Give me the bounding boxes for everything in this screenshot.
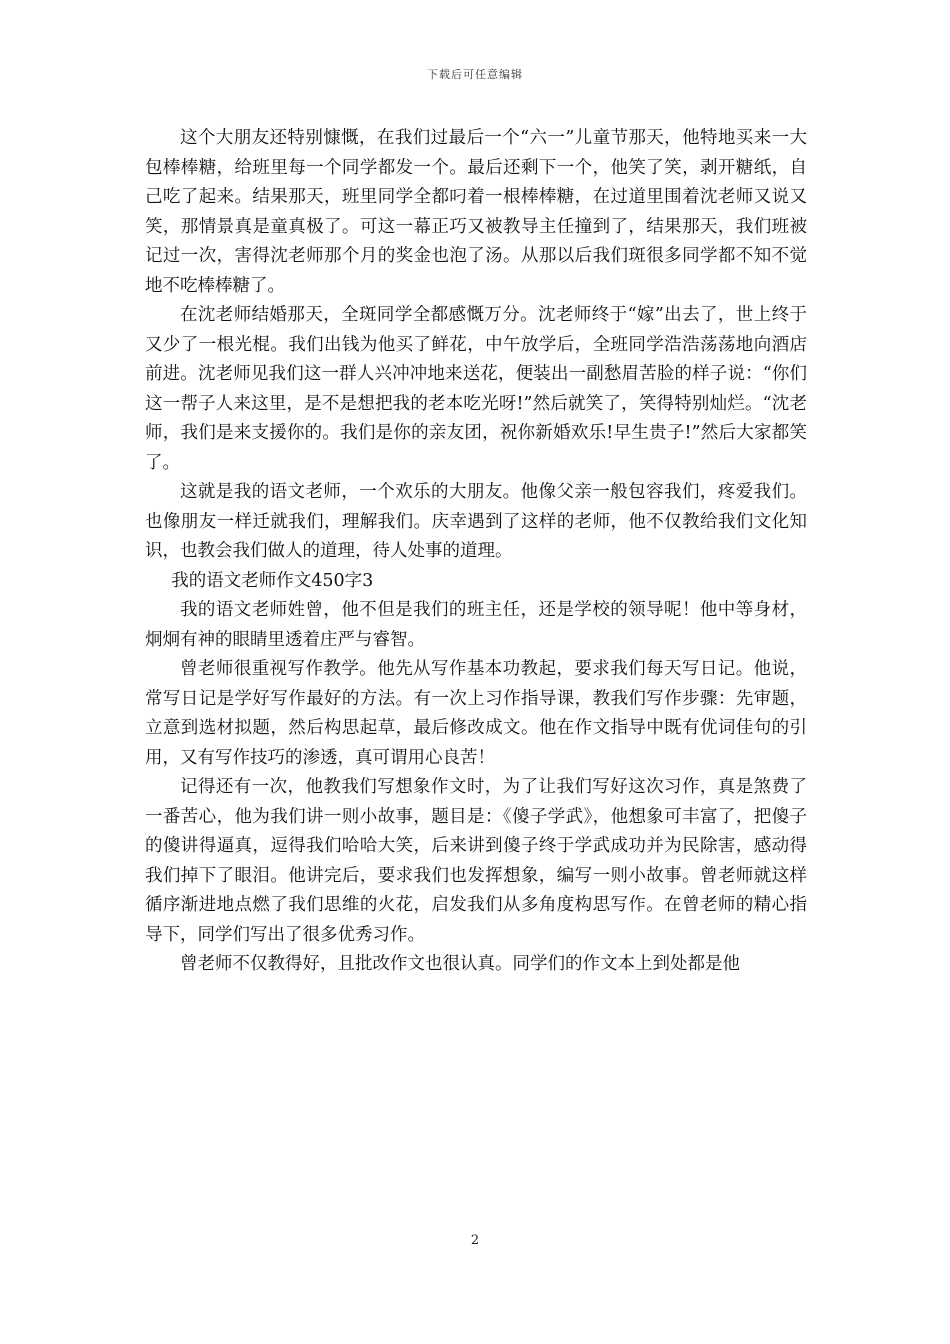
paragraph: 记得还有一次，他教我们写想象作文时，为了让我们写好这次习作，真是煞费了一番苦心，他为我们讲一则小故事，题目是：《傻子学武》，他想象可丰富了，把傻子的傻讲得逼真，逗得我们哈哈大笑，后来讲到傻子终于学武成功并为民除害，感动得我们掉下了眼泪。他讲完后，要求我们也发挥想象，编写一则小故事。曾老师就这样循序渐进地点燃了我们思维的火花，启发我们从多角度构思写作。在曾老师的精心指导下，同学们写出了很多优秀习作。	[145, 777, 807, 945]
document-body	[145, 124, 807, 980]
paragraph: 曾老师不仅教得好，且批改作文也很认真。同学们的作文本上到处都是他	[180, 954, 740, 974]
paragraph: 在沈老师结婚那天，全斑同学全都感慨万分。沈老师终于“嫁”出去了，世上终于又少了一根光棍。我们出钱为他买了鲜花，中午放学后，全班同学浩浩荡荡地向酒店前进。沈老师见我们这一群人兴冲冲地来送花，便装出一副愁眉苦脸的样子说：“你们这一帮子人来这里，是不是想把我的老本吃光呀!”然后就笑了，笑得特别灿烂。“沈老师，我们是来支援你的。我们是你的亲友团，祝你新婚欢乐!早生贵子!”然后大家都笑了。	[145, 305, 807, 473]
paragraph: 我的语文老师姓曾，他不但是我们的班主任，还是学校的领导呢！他中等身材，炯炯有神的眼睛里透着庄严与睿智。	[145, 600, 807, 650]
paragraph: 曾老师很重视写作教学。他先从写作基本功教起，要求我们每天写日记。他说，常写日记是学好写作最好的方法。有一次上习作指导课，教我们写作步骤：先审题，立意到选材拟题，然后构思起草，最后修改成文。他在作文指导中既有优词佳句的引用，又有写作技巧的渗透，真可谓用心良苦！	[145, 659, 807, 768]
page-number: 2	[470, 1233, 480, 1248]
page-header: 下载后可任意编辑	[427, 68, 523, 81]
section-title: 我的语文老师作文450字3	[171, 570, 374, 591]
paragraph: 这个大朋友还特别慷慨，在我们过最后一个“六一”儿童节那天，他特地买来一大包棒棒糖，给班里每一个同学都发一个。最后还剩下一个，他笑了笑，剥开糖纸，自己吃了起来。结果那天，班里同学全都叼着一根棒棒糖，在过道里围着沈老师又说又笑，那情景真是童真极了。可这一幕正巧又被教导主任撞到了，结果那天，我们班被记过一次，害得沈老师那个月的奖金也泡了汤。从那以后我们斑很多同学都不知不觉地不吃棒棒糖了。	[145, 128, 807, 296]
paragraph: 这就是我的语文老师，一个欢乐的大朋友。他像父亲一般包容我们，疼爱我们。也像朋友一样迁就我们，理解我们。庆幸遇到了这样的老师，他不仅教给我们文化知识，也教会我们做人的道理，待人处事的道理。	[145, 482, 807, 561]
